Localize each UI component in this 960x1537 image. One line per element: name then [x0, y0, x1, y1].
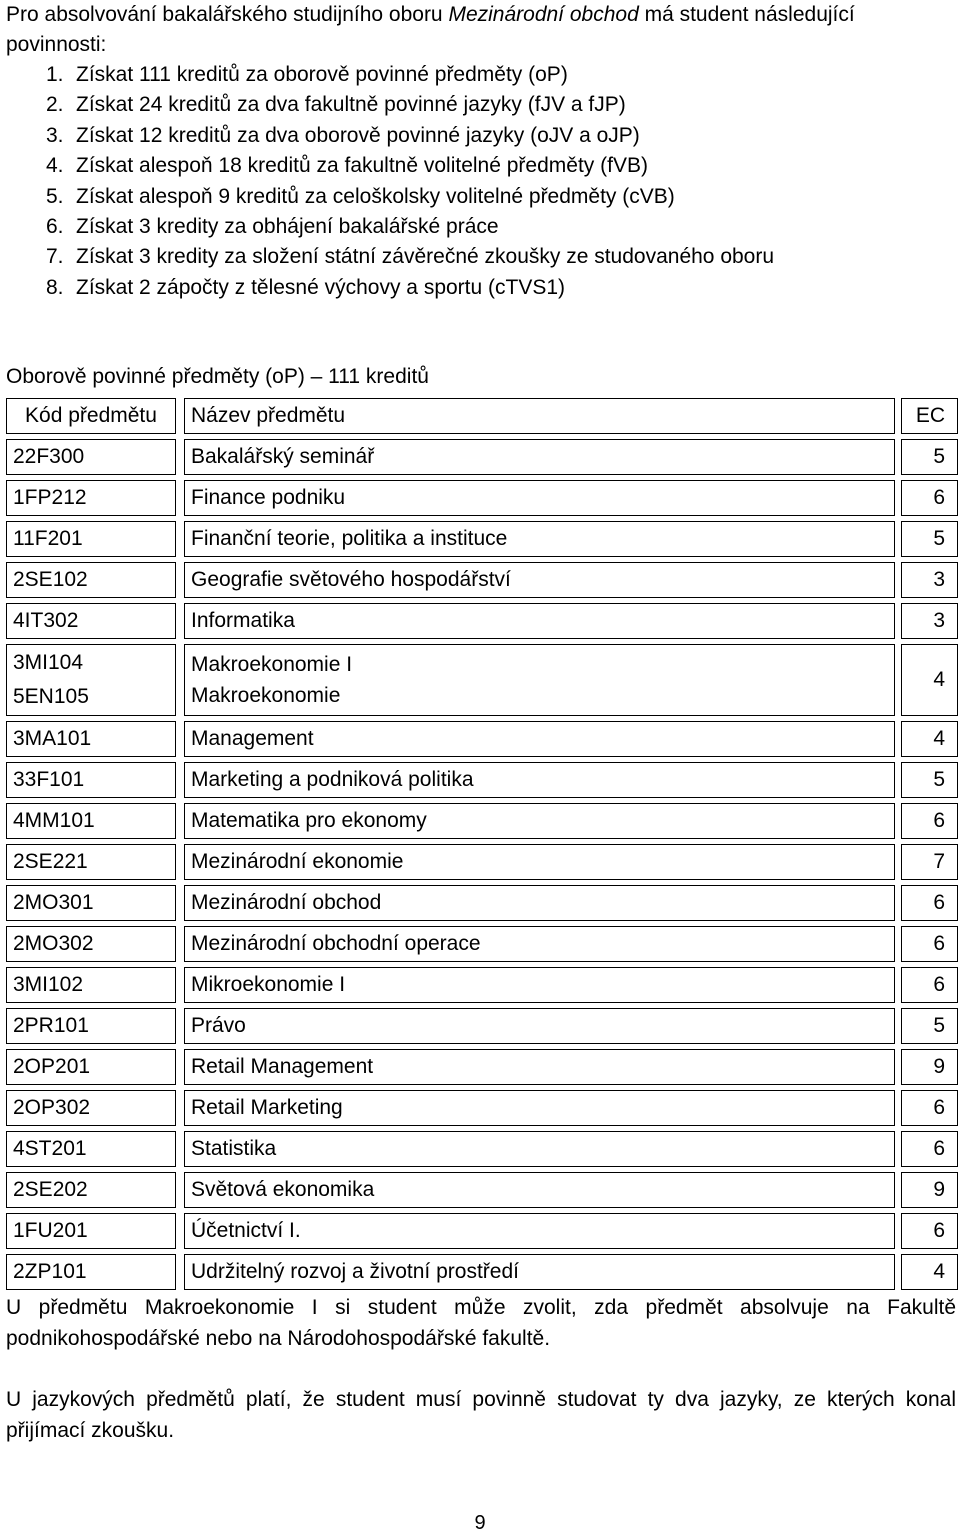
- list-item-text: Získat 3 kredity za obhájení bakalářské práce: [76, 215, 499, 239]
- table-row: [6, 926, 958, 962]
- course-credits: 6: [901, 1213, 958, 1249]
- course-code: 33F101: [6, 762, 176, 798]
- course-code: 5EN105: [13, 685, 89, 708]
- course-credits: 6: [901, 480, 958, 516]
- list-item-number: 3.: [46, 123, 64, 147]
- table-row: [6, 562, 958, 598]
- list-item-number: 1.: [46, 63, 64, 86]
- list-item-number: 5.: [46, 184, 64, 208]
- list-item-text: Získat 12 kreditů za dva oborově povinné jazyky (oJV a oJP): [76, 123, 640, 147]
- list-item-text: Získat 111 kreditů za oborově povinné předměty (oP): [76, 63, 568, 86]
- intro-block: [6, 0, 956, 303]
- course-name: Mezinárodní ekonomie: [184, 844, 895, 880]
- course-code: 2MO301: [6, 885, 176, 921]
- course-code: 2PR101: [6, 1008, 176, 1044]
- course-credits: 6: [901, 1131, 958, 1167]
- table-row: [6, 762, 958, 798]
- list-item-number: 6.: [46, 215, 64, 239]
- course-code: 2ZP101: [6, 1254, 176, 1290]
- list-item: [46, 121, 956, 151]
- course-code: 2SE102: [6, 562, 176, 598]
- course-name: Mezinárodní obchodní operace: [184, 926, 895, 962]
- course-name: Marketing a podniková politika: [184, 762, 895, 798]
- course-credits: 9: [901, 1049, 958, 1085]
- requirements-list: [6, 60, 956, 303]
- course-name: Mikroekonomie I: [184, 967, 895, 1003]
- table-row: [6, 521, 958, 557]
- course-code: 4ST201: [6, 1131, 176, 1167]
- list-item-number: 8.: [46, 275, 64, 299]
- list-item-number: 7.: [46, 245, 64, 269]
- list-item: [46, 151, 956, 181]
- table-row: [6, 1172, 958, 1208]
- list-item-text: Získat 3 kredity za složení státní závěrečné zkoušky ze studovaného oboru: [76, 245, 775, 269]
- course-code: 2SE221: [6, 844, 176, 880]
- note-makroekonomie: U předmětu Makroekonomie I si student může zvolit, zda předmět absolvuje na Fakultě podnikohospodářské nebo na Národohospodářské fakultě.: [6, 1296, 956, 1350]
- course-code-cell: [6, 644, 176, 716]
- table-row: [6, 644, 958, 716]
- table-header-row: [6, 398, 958, 434]
- course-name: Finanční teorie, politika a instituce: [184, 521, 895, 557]
- list-item-number: 4.: [46, 154, 64, 178]
- course-credits: 7: [901, 844, 958, 880]
- course-code: 22F300: [6, 439, 176, 475]
- intro-after: má student následující povinnosti:: [6, 3, 855, 56]
- course-name: Matematika pro ekonomy: [184, 803, 895, 839]
- course-credits: 4: [901, 721, 958, 757]
- list-item: [46, 90, 956, 120]
- course-name: Udržitelný rozvoj a životní prostředí: [184, 1254, 895, 1290]
- course-code: 4MM101: [6, 803, 176, 839]
- course-credits: 6: [901, 885, 958, 921]
- section-title: Oborově povinné předměty (oP) – 111 kreditů: [6, 365, 429, 388]
- list-item: [46, 242, 956, 272]
- course-code: 2MO302: [6, 926, 176, 962]
- page-number: 9: [474, 1512, 486, 1534]
- courses-table: [6, 398, 958, 1290]
- course-credits: 4: [901, 1254, 958, 1290]
- course-credits: 6: [901, 967, 958, 1003]
- table-row: [6, 439, 958, 475]
- intro-paragraph: [6, 0, 956, 60]
- list-item-number: 2.: [46, 93, 64, 117]
- course-code: 3MI102: [6, 967, 176, 1003]
- table-row: [6, 967, 958, 1003]
- courses-table-wrap: [6, 398, 958, 1290]
- course-code: 3MI104: [13, 651, 84, 674]
- course-name-cell: [184, 644, 895, 716]
- header-name: Název předmětu: [184, 398, 895, 434]
- course-credits: 3: [901, 603, 958, 639]
- table-row: [6, 480, 958, 516]
- course-code: 1FP212: [6, 480, 176, 516]
- note-languages: U jazykových předmětů platí, že student musí povinně studovat ty dva jazyky, ze kterých konal přijímací zkoušku.: [6, 1388, 956, 1442]
- course-code: 2SE202: [6, 1172, 176, 1208]
- table-row: [6, 1131, 958, 1167]
- table-row: [6, 844, 958, 880]
- list-item: [46, 212, 956, 242]
- course-code: 2OP302: [6, 1090, 176, 1126]
- course-code: 11F201: [6, 521, 176, 557]
- course-code: 2OP201: [6, 1049, 176, 1085]
- course-name: Retail Marketing: [184, 1090, 895, 1126]
- course-credits: 6: [901, 803, 958, 839]
- course-credits: 6: [901, 926, 958, 962]
- course-credits: 5: [901, 521, 958, 557]
- list-item: [46, 273, 956, 303]
- table-row: [6, 1090, 958, 1126]
- list-item-text: Získat 2 zápočty z tělesné výchovy a sportu (cTVS1): [76, 275, 566, 299]
- course-credits: 5: [901, 762, 958, 798]
- course-name: Informatika: [184, 603, 895, 639]
- course-name: Mezinárodní obchod: [184, 885, 895, 921]
- list-item-text: Získat alespoň 9 kreditů za celoškolsky volitelné předměty (cVB): [76, 184, 675, 208]
- header-ec: EC: [901, 398, 958, 434]
- table-row: [6, 1254, 958, 1290]
- course-code: 1FU201: [6, 1213, 176, 1249]
- course-name: Geografie světového hospodářství: [184, 562, 895, 598]
- course-name: Makroekonomie: [191, 684, 341, 707]
- course-name: Světová ekonomika: [184, 1172, 895, 1208]
- header-code: Kód předmětu: [6, 398, 176, 434]
- course-credits: 3: [901, 562, 958, 598]
- course-name: Statistika: [184, 1131, 895, 1167]
- course-credits: 5: [901, 439, 958, 475]
- course-name: Účetnictví I.: [184, 1213, 895, 1249]
- table-row: [6, 1213, 958, 1249]
- course-code: 4IT302: [6, 603, 176, 639]
- table-row: [6, 803, 958, 839]
- table-row: [6, 721, 958, 757]
- course-name: Finance podniku: [184, 480, 895, 516]
- list-item: [46, 60, 956, 90]
- course-credits: 4: [901, 644, 958, 716]
- intro-before: Pro absolvování bakalářského studijního oboru: [6, 3, 449, 26]
- course-name: Právo: [184, 1008, 895, 1044]
- list-item-text: Získat 24 kreditů za dva fakultně povinné jazyky (fJV a fJP): [76, 93, 626, 117]
- course-name: Bakalářský seminář: [184, 439, 895, 475]
- course-name: Makroekonomie I: [191, 653, 353, 676]
- list-item-text: Získat alespoň 18 kreditů za fakultně volitelné předměty (fVB): [76, 154, 648, 178]
- course-name: Retail Management: [184, 1049, 895, 1085]
- course-credits: 6: [901, 1090, 958, 1126]
- course-credits: 9: [901, 1172, 958, 1208]
- course-name: Management: [184, 721, 895, 757]
- table-row: [6, 885, 958, 921]
- table-row: [6, 1049, 958, 1085]
- list-item: [46, 182, 956, 212]
- table-row: [6, 603, 958, 639]
- table-row: [6, 1008, 958, 1044]
- program-name: Mezinárodní obchod: [448, 3, 639, 26]
- course-credits: 5: [901, 1008, 958, 1044]
- course-code: 3MA101: [6, 721, 176, 757]
